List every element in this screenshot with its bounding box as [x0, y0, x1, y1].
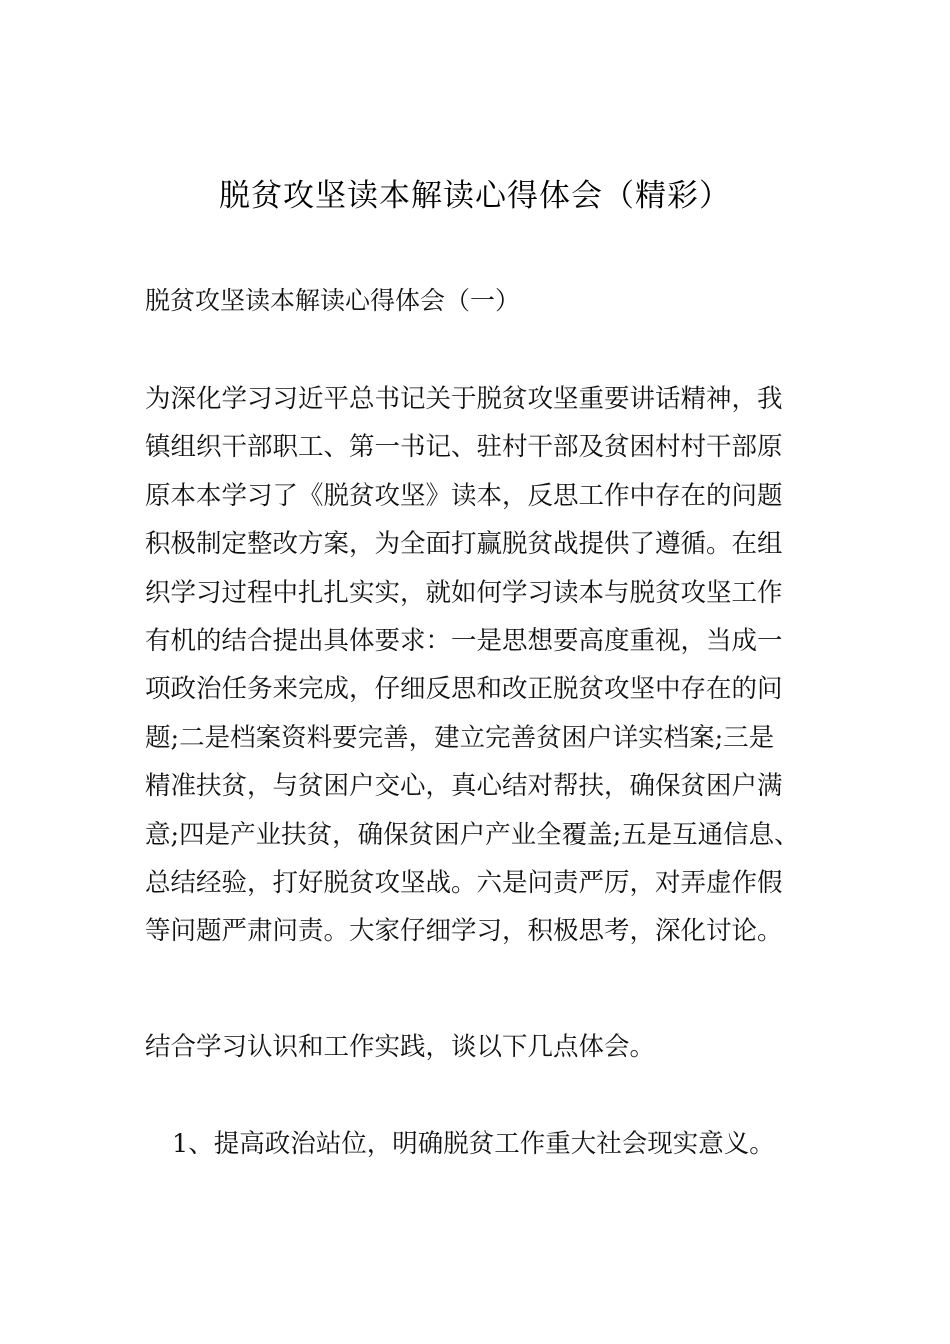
paragraph-line: 镇组织干部职工、第一书记、驻村干部及贫困村村干部原	[145, 432, 783, 463]
paragraph-line: 等问题严肃问责。大家仔细学习，积极思考，深化讨论。	[145, 916, 783, 947]
paragraph-line: 总结经验，打好脱贫攻坚战。六是问责严厉，对弄虚作假	[145, 867, 783, 898]
paragraph-line: 项政治任务来完成，仔细反思和改正脱贫攻坚中存在的问	[145, 674, 783, 705]
paragraph-line: 为深化学习习近平总书记关于脱贫攻坚重要讲话精神，我	[145, 384, 783, 414]
paragraph-line: 意;四是产业扶贫，确保贫困户产业全覆盖;五是互通信息、	[145, 819, 800, 850]
document-title: 脱贫攻坚读本解读心得体会（精彩）	[219, 178, 731, 214]
section-subtitle: 脱贫攻坚读本解读心得体会（一）	[145, 286, 521, 315]
paragraph-line: 积极制定整改方案，为全面打赢脱贫战提供了遵循。在组	[145, 529, 783, 560]
body-paragraph	[145, 381, 825, 962]
paragraph-line: 题;二是档案资料要完善，建立完善贫困户详实档案;三是	[145, 722, 775, 753]
paragraph-line: 精准扶贫，与贫困户交心，真心结对帮扶，确保贫困户满	[145, 771, 783, 802]
summary-paragraph: 结合学习认识和工作实践，谈以下几点体会。	[145, 1032, 656, 1062]
paragraph-line: 织学习过程中扎扎实实，就如何学习读本与脱贫攻坚工作	[145, 577, 783, 608]
paragraph-line: 有机的结合提出具体要求：一是思想要高度重视，当成一	[145, 625, 783, 656]
numbered-point: 1、提高政治站位，明确脱贫工作重大社会现实意义。	[172, 1129, 775, 1159]
paragraph-line: 原本本学习了《脱贫攻坚》读本，反思工作中存在的问题	[145, 480, 783, 511]
